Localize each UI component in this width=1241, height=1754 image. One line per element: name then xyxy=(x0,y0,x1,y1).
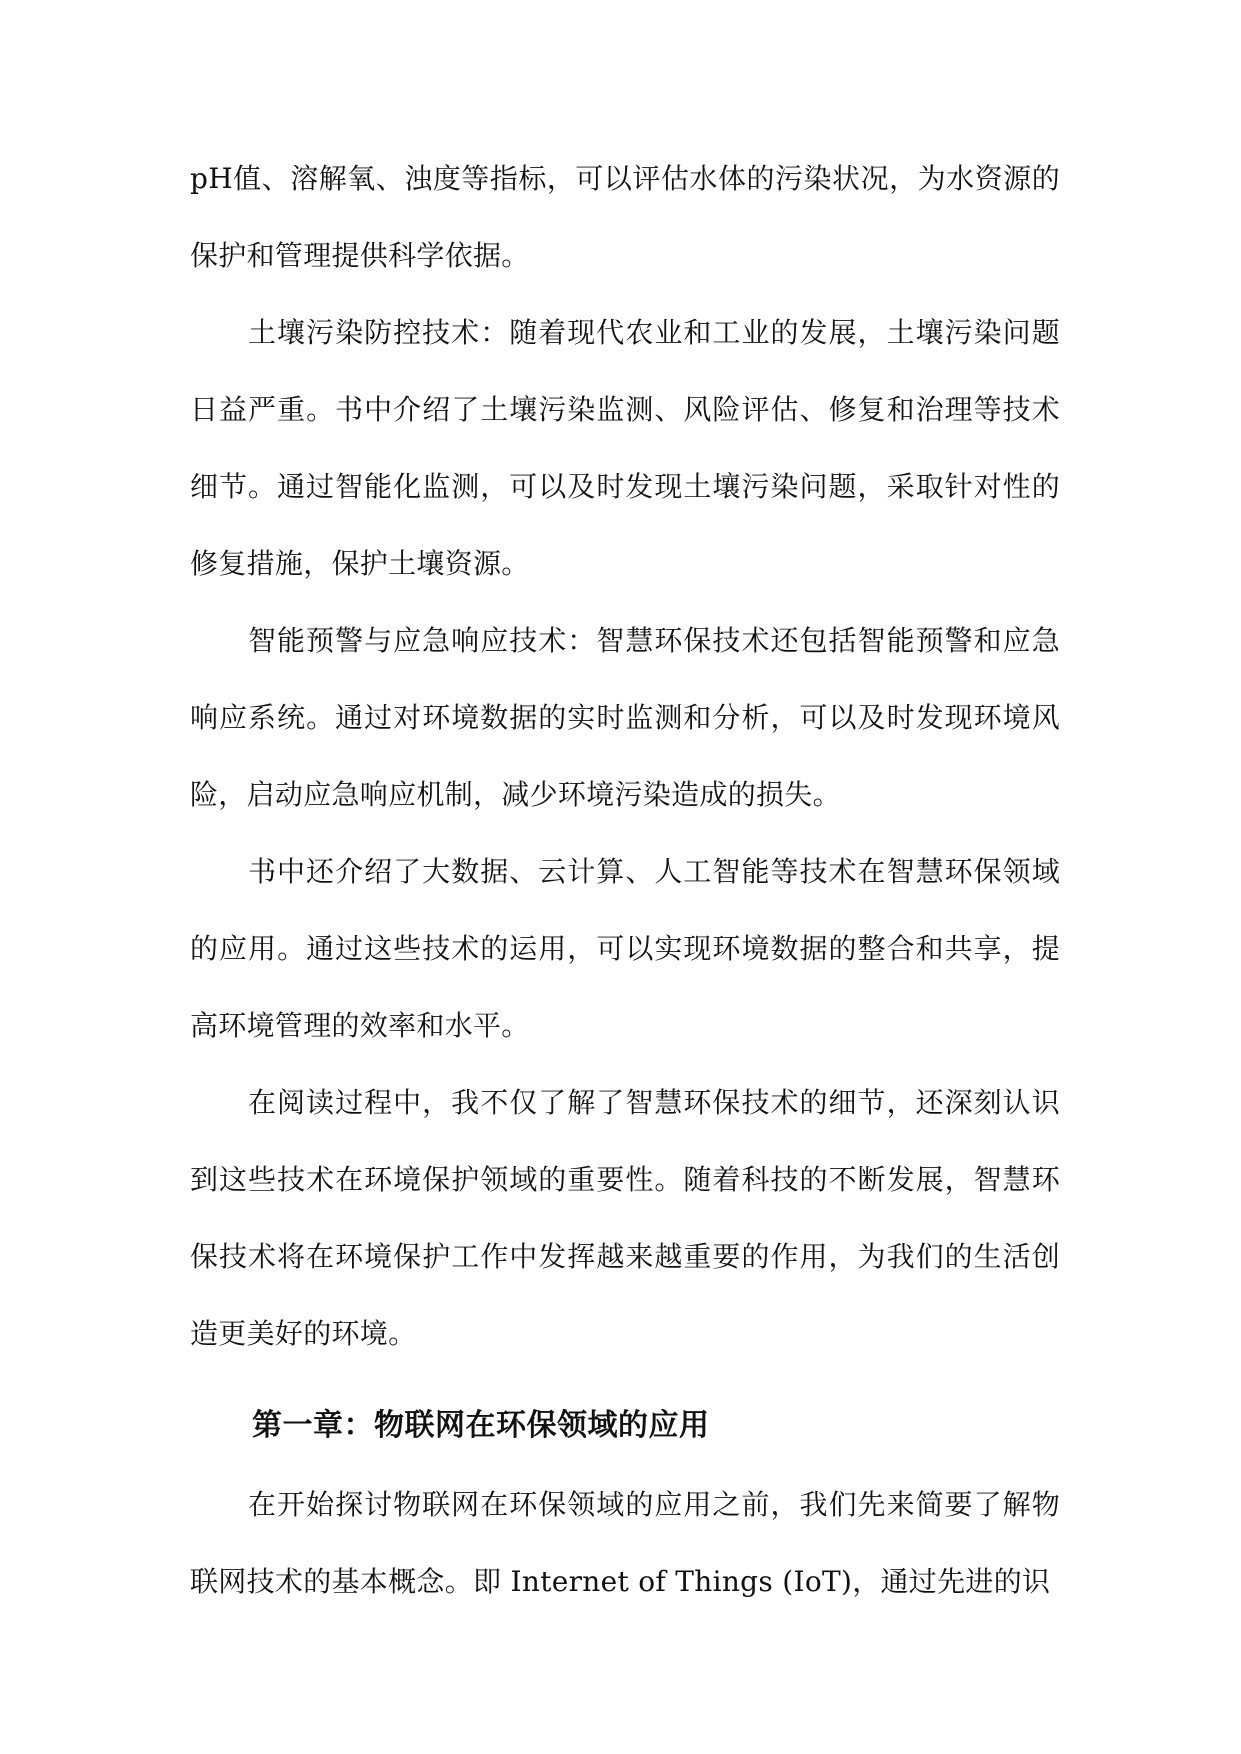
paragraph-early-warning: 智能预警与应急响应技术：智慧环保技术还包括智能预警和应急响应系统。通过对环境数据的实时监测和分析，可以及时发现环境风险，启动应急响应机制，减少环境污染造成的损失。 xyxy=(190,624,1060,811)
paragraph-reading-reflection: 在阅读过程中，我不仅了解了智慧环保技术的细节，还深刻认识到这些技术在环境保护领域的重要性。随着科技的不断发展，智慧环保技术将在环境保护工作中发挥越来越重要的作用，为我们的生活创造更美好的环境。 xyxy=(190,1086,1060,1350)
paragraph-continuation: pH值、溶解氧、浊度等指标，可以评估水体的污染状况，为水资源的保护和管理提供科学依据。 xyxy=(190,162,1060,272)
paragraph-iot-intro: 在开始探讨物联网在环保领域的应用之前，我们先来简要了解物联网技术的基本概念。即 Internet of Things (IoT)，通过先进的识 xyxy=(190,1488,1060,1598)
paragraph-big-data: 书中还介绍了大数据、云计算、人工智能等技术在智慧环保领域的应用。通过这些技术的运用，可以实现环境数据的整合和共享，提高环境管理的效率和水平。 xyxy=(190,855,1060,1042)
chapter-title: 第一章：物联网在环保领域的应用 xyxy=(252,1408,710,1443)
document-body xyxy=(190,140,1060,1620)
paragraph-soil-pollution: 土壤污染防控技术：随着现代农业和工业的发展，土壤污染问题日益严重。书中介绍了土壤污染监测、风险评估、修复和治理等技术细节。通过智能化监测，可以及时发现土壤污染问题，采取针对性的修复措施，保护土壤资源。 xyxy=(190,316,1060,580)
